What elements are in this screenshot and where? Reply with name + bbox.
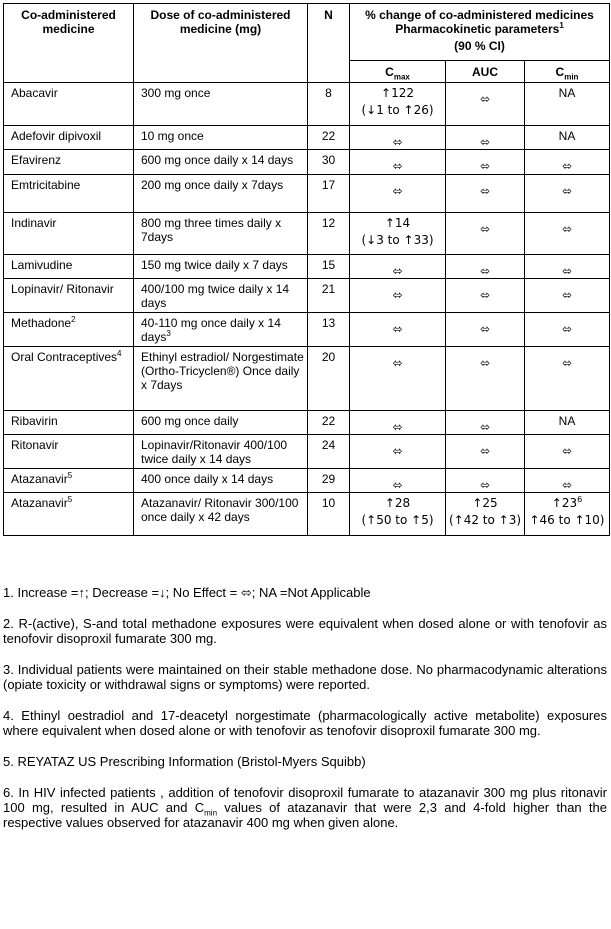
- footnote-2: 2. R-(active), S-and total methadone exposures were equivalent when dosed alone or with tenofovir as tenofovir disoproxil fumarate 300 mg.: [3, 616, 607, 646]
- cell-dose: [134, 313, 308, 347]
- cell-cmax: [350, 279, 446, 313]
- cell-cmin: [525, 126, 610, 150]
- dose-text: 150 mg twice daily x 7 days: [141, 258, 288, 272]
- cell-n: 22: [308, 411, 350, 435]
- cell-auc: [446, 347, 525, 411]
- cmax-value: ⬄: [392, 322, 403, 336]
- table-row: [4, 255, 610, 279]
- cell-cmax: [350, 213, 446, 255]
- cmax-value: ⬄: [392, 420, 403, 434]
- auc-value: ⬄: [479, 322, 491, 336]
- table-row: [4, 150, 610, 175]
- cell-n: 22: [308, 126, 350, 150]
- table-row: [4, 279, 610, 313]
- cell-auc: [446, 469, 525, 493]
- medicine-name: Efavirenz: [11, 153, 62, 167]
- auc-value: ⬄: [479, 135, 491, 149]
- medicine-name: Ritonavir: [11, 438, 59, 452]
- cmax-value: ⬄: [392, 264, 403, 278]
- medicine-name: Atazanavir: [11, 472, 68, 486]
- cell-cmin: [525, 213, 610, 255]
- cell-medicine: [4, 469, 134, 493]
- cell-auc: [446, 313, 525, 347]
- cmax-value: ⬄: [392, 159, 403, 173]
- cell-cmin: [525, 255, 610, 279]
- cell-medicine: [4, 213, 134, 255]
- cmin-value: NA: [558, 86, 576, 100]
- cell-cmin: [525, 493, 610, 536]
- cell-n: 20: [308, 347, 350, 411]
- cell-cmin: [525, 175, 610, 213]
- cell-cmax: [350, 435, 446, 469]
- header-pk-footnote: 1: [559, 21, 564, 30]
- cmax-value: ⬄: [392, 478, 403, 492]
- cell-cmax: [350, 493, 446, 536]
- medicine-name: Emtricitabine: [11, 178, 81, 192]
- cmin-ci: ↑46 to ↑10): [529, 513, 605, 527]
- medicine-name: Abacavir: [11, 86, 58, 100]
- dose-text: 600 mg once daily x 14 days: [141, 153, 294, 167]
- header-medicine: [4, 4, 134, 83]
- header-cmax-main: C: [385, 65, 394, 79]
- cell-dose: [134, 279, 308, 313]
- medicine-footnote: 5: [67, 471, 73, 480]
- medicine-name: Lopinavir/ Ritonavir: [11, 282, 114, 296]
- table-row: [4, 83, 610, 126]
- header-cmin: [525, 61, 610, 83]
- cell-cmax: [350, 83, 446, 126]
- cmin-value: ⬄: [561, 478, 573, 492]
- cell-auc: [446, 126, 525, 150]
- cell-auc: [446, 493, 525, 536]
- cell-cmin: [525, 83, 610, 126]
- dose-text: 40-110 mg once daily x 14 days: [141, 316, 281, 344]
- cell-dose: [134, 150, 308, 175]
- table-row: [4, 313, 610, 347]
- dose-text: 300 mg once: [141, 86, 211, 100]
- footnote-3: 3. Individual patients were maintained on their stable methadone dose. No pharmacodynamic alterations (opiate toxicity or withdrawal signs or symptoms) were reported.: [3, 662, 607, 692]
- footnote-6-post: values of atazanavir that were 2,3 and 4-fold higher than the respective values observed for atazanavir 400 mg when given alone.: [3, 800, 608, 830]
- cell-n: 30: [308, 150, 350, 175]
- header-cmax: [350, 61, 446, 83]
- table-row: [4, 435, 610, 469]
- cmax-value: ⬄: [392, 444, 403, 458]
- interaction-table: [3, 3, 610, 536]
- cell-cmax: [350, 126, 446, 150]
- dose-text: 400 once daily x 14 days: [141, 472, 274, 486]
- dose-footnote: 3: [166, 329, 171, 338]
- header-cmax-sub: max: [393, 72, 410, 82]
- table-row: [4, 126, 610, 150]
- auc-value: ⬄: [479, 159, 491, 173]
- footnote-4: 4. Ethinyl oestradiol and 17-deacetyl norgestimate (pharmacologically active metabolite) exposures where equivalent when dosed alone or with tenofovir as tenofovir disoproxil fumarate 300 mg.: [3, 708, 607, 738]
- dose-text: Lopinavir/Ritonavir 400/100 twice daily x 14 days: [141, 438, 288, 466]
- cell-medicine: [4, 435, 134, 469]
- cell-n: 13: [308, 313, 350, 347]
- cell-auc: [446, 411, 525, 435]
- cell-cmin: [525, 279, 610, 313]
- medicine-name: Lamivudine: [11, 258, 73, 272]
- cell-dose: [134, 213, 308, 255]
- dose-text: 600 mg once daily: [141, 414, 239, 428]
- cmin-value: ⬄: [561, 444, 573, 458]
- header-pk: [350, 4, 610, 61]
- cmin-value: ⬄: [561, 356, 573, 370]
- cmin-value: NA: [558, 129, 576, 143]
- medicine-name: Indinavir: [11, 216, 57, 230]
- auc-value: ⬄: [479, 420, 491, 434]
- cell-cmax: [350, 411, 446, 435]
- auc-value: ⬄: [479, 184, 491, 198]
- cmax-value: ↑14: [384, 216, 411, 230]
- header-n: [308, 4, 350, 83]
- medicine-name: Methadone: [11, 316, 72, 330]
- table-row: [4, 175, 610, 213]
- cell-n: 17: [308, 175, 350, 213]
- medicine-footnote: 4: [117, 349, 122, 358]
- auc-value: ⬄: [479, 264, 491, 278]
- auc-value: ↑25: [472, 496, 498, 510]
- medicine-footnote: 2: [71, 315, 76, 324]
- table-body: [4, 83, 610, 536]
- cell-medicine: [4, 255, 134, 279]
- cell-auc: [446, 213, 525, 255]
- cell-n: 29: [308, 469, 350, 493]
- cmin-value: ⬄: [561, 159, 573, 173]
- cmax-value: ↑28: [384, 496, 411, 510]
- cell-auc: [446, 279, 525, 313]
- cell-cmin: [525, 150, 610, 175]
- medicine-footnote: 5: [67, 495, 73, 504]
- cmin-value: ⬄: [561, 222, 573, 236]
- cmin-value: ⬄: [561, 264, 573, 278]
- cell-auc: [446, 83, 525, 126]
- table-row: [4, 213, 610, 255]
- cell-n: 8: [308, 83, 350, 126]
- header-dose: [134, 4, 308, 83]
- cell-dose: [134, 435, 308, 469]
- cell-n: 10: [308, 493, 350, 536]
- cmin-value: ⬄: [561, 322, 573, 336]
- header-cmin-main: C: [555, 65, 565, 79]
- auc-value: ⬄: [479, 288, 491, 302]
- footnote-1: 1. Increase =↑; Decrease =↓; No Effect = ⬄; NA =Not Applicable: [3, 585, 371, 600]
- dose-text: 400/100 mg twice daily x 14 days: [141, 282, 290, 310]
- cell-cmax: [350, 469, 446, 493]
- cell-dose: [134, 175, 308, 213]
- cmax-value: ↑122: [381, 86, 414, 100]
- cell-medicine: [4, 279, 134, 313]
- footnotes: [3, 585, 607, 830]
- auc-value: ⬄: [479, 444, 491, 458]
- header-auc-text: AUC: [472, 65, 498, 79]
- dose-text: 10 mg once: [141, 129, 204, 143]
- cmax-value: ⬄: [392, 135, 403, 149]
- cmax-ci: (↑50 to ↑5): [361, 513, 434, 527]
- header-pk-line2-text: Pharmacokinetic parameters: [395, 22, 560, 36]
- cell-auc: [446, 175, 525, 213]
- cell-medicine: [4, 313, 134, 347]
- header-auc: [446, 61, 525, 83]
- cell-cmax: [350, 150, 446, 175]
- cmin-value: ⬄: [561, 288, 573, 302]
- cell-medicine: [4, 126, 134, 150]
- cell-n: 12: [308, 213, 350, 255]
- dose-text: 800 mg three times daily x 7days: [141, 216, 282, 244]
- cell-dose: [134, 83, 308, 126]
- cell-auc: [446, 435, 525, 469]
- cell-cmin: [525, 411, 610, 435]
- cell-n: 15: [308, 255, 350, 279]
- cell-auc: [446, 255, 525, 279]
- medicine-name: Adefovir dipivoxil: [11, 129, 102, 143]
- cell-medicine: [4, 493, 134, 536]
- cell-dose: [134, 347, 308, 411]
- cmin-footnote: 6: [577, 495, 583, 504]
- footnote-6-sub: min: [204, 808, 218, 818]
- header-pk-ci: (90 % CI): [454, 39, 505, 53]
- medicine-name: Ribavirin: [11, 414, 58, 428]
- cell-n: 21: [308, 279, 350, 313]
- header-cmin-sub: min: [564, 72, 579, 82]
- cmax-value: ⬄: [392, 184, 403, 198]
- cell-medicine: [4, 83, 134, 126]
- cmax-ci: (↓3 to ↑33): [361, 233, 434, 247]
- dose-text: 200 mg once daily x 7days: [141, 178, 284, 192]
- footnote-6-pre: 6. In HIV infected patients , addition of tenofovir disoproxil fumarate to atazanavir 300 mg plus ritonavir 100 mg, resulted in AUC and C: [3, 785, 607, 815]
- cell-cmax: [350, 255, 446, 279]
- table-row: [4, 411, 610, 435]
- cell-medicine: [4, 150, 134, 175]
- medicine-name: Oral Contraceptives: [11, 350, 118, 364]
- header-pk-line2: [350, 22, 609, 36]
- cmax-value: ⬄: [392, 356, 403, 370]
- auc-value: ⬄: [479, 478, 491, 492]
- cell-medicine: [4, 175, 134, 213]
- header-n-text: N: [324, 8, 333, 22]
- header-dose-text: Dose of co-administered medicine (mg): [150, 8, 291, 36]
- cell-cmin: [525, 313, 610, 347]
- auc-value: ⬄: [479, 92, 491, 106]
- cell-cmax: [350, 347, 446, 411]
- cmax-value: ⬄: [392, 288, 403, 302]
- dose-text: Ethinyl estradiol/ Norgestimate (Ortho-Tricyclen®) Once daily x 7days: [141, 350, 304, 392]
- table-row: [4, 347, 610, 411]
- cell-dose: [134, 411, 308, 435]
- cell-dose: [134, 469, 308, 493]
- table-row: [4, 469, 610, 493]
- cmax-ci: (↓1 to ↑26): [361, 103, 434, 117]
- cell-auc: [446, 150, 525, 175]
- auc-value: ⬄: [479, 356, 491, 370]
- cmin-value: NA: [558, 414, 576, 428]
- cell-medicine: [4, 411, 134, 435]
- cell-n: 24: [308, 435, 350, 469]
- medicine-name: Atazanavir: [11, 496, 68, 510]
- cell-cmax: [350, 313, 446, 347]
- cell-dose: [134, 126, 308, 150]
- header-pk-line1: % change of co-administered medicines: [365, 8, 594, 22]
- cell-cmin: [525, 347, 610, 411]
- cell-medicine: [4, 347, 134, 411]
- cmin-value: ⬄: [561, 184, 573, 198]
- cmin-value: ↑23: [551, 496, 578, 510]
- dose-text: Atazanavir/ Ritonavir 300/100 once daily x 42 days: [141, 496, 299, 524]
- footnote-5: 5. REYATAZ US Prescribing Information (Bristol-Myers Squibb): [3, 754, 366, 769]
- cell-cmax: [350, 175, 446, 213]
- cell-cmin: [525, 469, 610, 493]
- header-medicine-text: Co-administered medicine: [21, 8, 116, 36]
- cell-dose: [134, 493, 308, 536]
- auc-ci: (↑42 to ↑3): [448, 513, 522, 527]
- footnote-6: [3, 785, 607, 830]
- cell-dose: [134, 255, 308, 279]
- table-row: [4, 493, 610, 536]
- cell-cmin: [525, 435, 610, 469]
- auc-value: ⬄: [479, 222, 491, 236]
